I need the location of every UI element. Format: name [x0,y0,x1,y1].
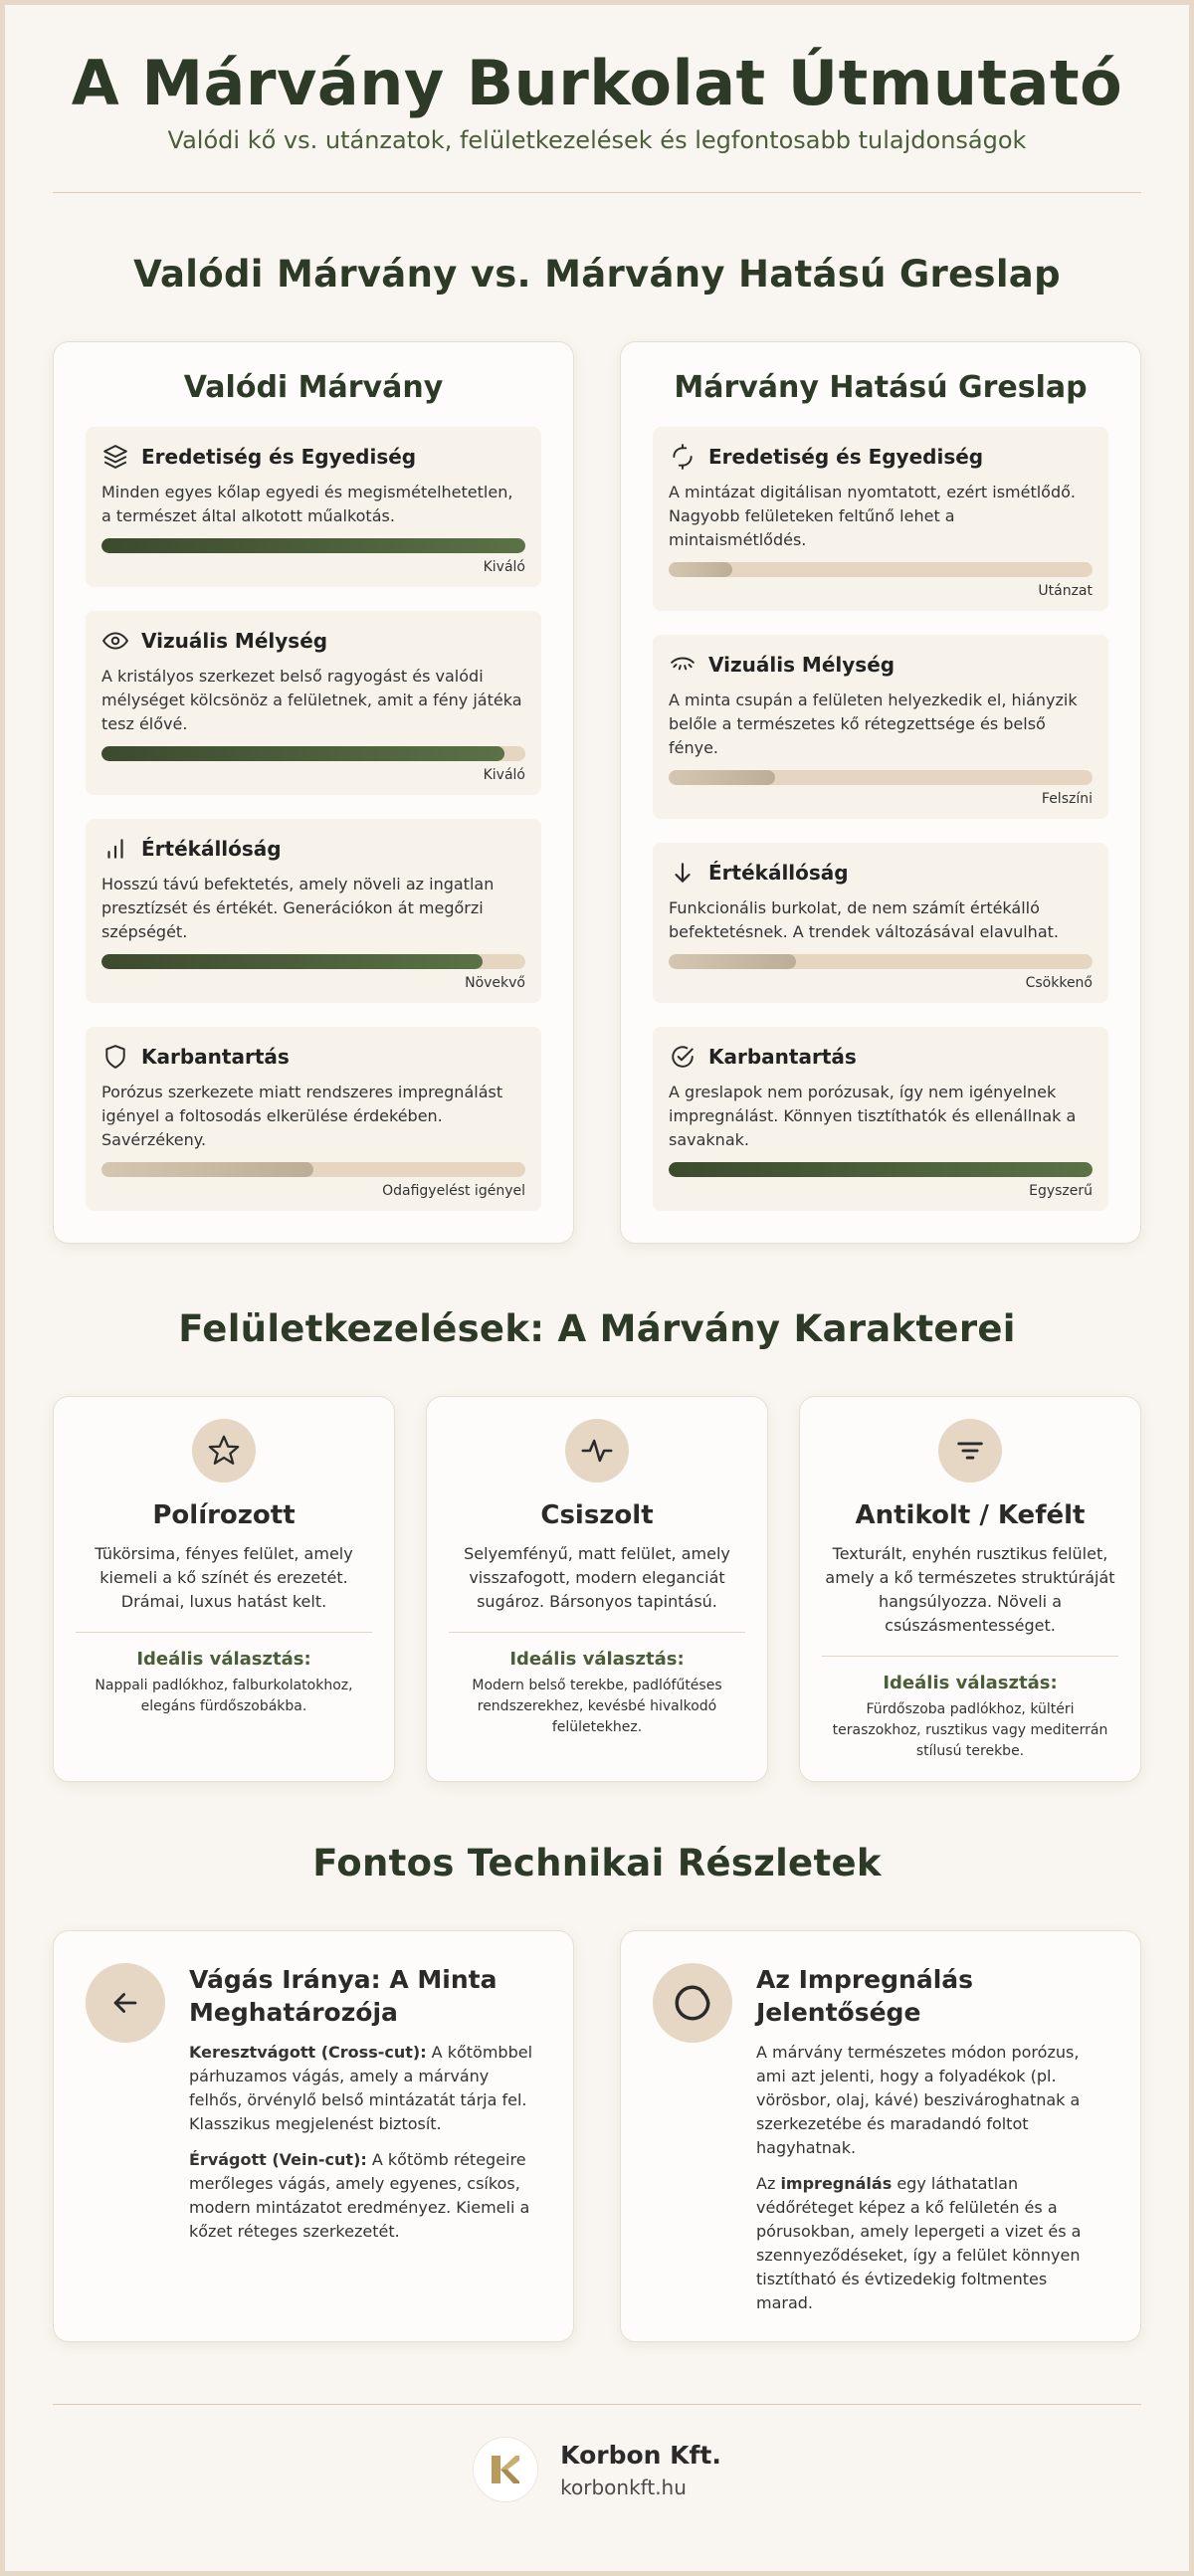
footer [53,2437,1141,2502]
technical-grid [53,1930,1141,2342]
rating-bar-fill [101,746,504,761]
feature-description: A greslapok nem porózusak, így nem igényelnek impregnálást. Könnyen tisztíthatók és ellenállnak a savaknak. [669,1083,1077,1150]
feature-list [86,427,541,1211]
comparison-title: Valódi Márvány vs. Márvány Hatású Greslap [133,253,1061,297]
feature-item [653,427,1108,611]
vein-cut-text: A kőtömb rétegeire merőleges vágás, amely egyenes, csíkos, modern mintázatot eredményez. Kiemeli a kőzet réteges szerkezetét. [189,2150,530,2242]
cut-direction-body [189,1963,541,2313]
footer-divider [53,2404,1141,2405]
ideal-choice-text: Modern belső terekbe, padlófűtéses rendszerekhez, kevésbé hivalkodó felületekhez. [472,1678,722,1736]
rating-bar [101,538,525,553]
vein-cut-paragraph [189,2148,541,2244]
feature-title: Értékállóság [708,861,849,886]
finish-divider [449,1632,745,1633]
refresh-icon [669,443,696,471]
rating-bar-fill [101,1162,313,1177]
company-logo [473,2437,538,2502]
rating-bar [101,1162,525,1177]
impregnation-text: egy láthatatlan védőréteget képez a kő felületén és a pórusokban, amely lepergeti a vizet és a szennyeződéseket, így a felület könnyen tisztítható és évtizedekig foltmentes marad. [756,2174,1082,2313]
rating-label: Csökkenő [1025,975,1093,992]
rating-bar-fill [669,1162,1093,1177]
feature-header [101,443,525,471]
technical-section [53,1842,1141,2342]
rating-bar [101,954,525,969]
ideal-choice-text: Fürdőszoba padlókhoz, kültéri teraszokhoz, rusztikus vagy mediterrán stílusú terekbe. [832,1701,1108,1760]
porosity-paragraph: A márvány természetes módon porózus, ami azt jelenti, hogy a folyadékok (pl. vörösbor, olaj, kávé) beszivároghatnak a szerkezetébe és maradandó foltot hagyhatnak. [756,2043,1081,2158]
impregnation-paragraph [756,2172,1108,2315]
rating-bar [669,954,1093,969]
filter-icon [938,1419,1002,1483]
finish-description: Tükörsima, fényes felület, amely kiemeli a kő színét és erezetét. Drámai, luxus hatást kelt. [95,1544,353,1612]
star-icon [192,1419,256,1483]
feature-description: A kristályos szerkezet belső ragyogást és valódi mélységet kölcsönöz a felületnek, amit a fény játéka tesz élővé. [101,667,522,734]
feature-header [101,1043,525,1071]
feature-description: Minden egyes kőlap egyedi és megismételhetetlen, a természet által alkotott műalkotás. [101,483,513,526]
feature-title: Karbantartás [141,1045,290,1070]
vein-cut-term: Érvágott (Vein-cut): [189,2150,367,2170]
arrow-left-icon [86,1963,165,2043]
rating-label: Növekvő [465,975,525,992]
comparison-section [53,253,1141,1244]
rating-bar-fill [669,562,732,577]
finish-title: Polírozott [152,1500,296,1531]
feature-item [86,819,541,1003]
finish-card [426,1396,768,1782]
rating-label: Felszíni [1041,791,1093,808]
rating-label: Kiváló [483,767,525,784]
finishes-section [53,1307,1141,1782]
feature-description: A minta csupán a felületen helyezkedik el, hiányzik belőle a természetes kő rétegzettsége és belső fénye. [669,691,1078,758]
rating-label: Odafigyelést igényel [382,1183,525,1200]
feature-header [101,627,525,655]
feature-title: Vizuális Mélység [141,629,328,654]
cut-direction-title: Vágás Iránya: A Minta Meghatározója [189,1965,498,2028]
cross-cut-paragraph [189,2041,541,2136]
cross-cut-text: A kőtömbbel párhuzamos vágás, amely a márvány felhős, örvénylő belső mintázatát tárja fel. Klasszikus megjelenést biztosít. [189,2043,533,2134]
finish-title: Antikolt / Kefélt [855,1500,1086,1531]
feature-description: Porózus szerkezete miatt rendszeres impregnálást igényel a foltosodás elkerülése érdekében. Savérzékeny. [101,1083,503,1150]
rating-label: Egyszerű [1029,1183,1093,1200]
feature-item [86,427,541,587]
ideal-choice-label: Ideális választás: [136,1649,311,1671]
sealing-body [756,1963,1108,2313]
finish-card [799,1396,1141,1782]
header-divider [53,192,1141,193]
sealing-card [620,1930,1141,2342]
rating-bar [669,1162,1093,1177]
company-name: Korbon Kft. [560,2440,721,2470]
finish-description: Texturált, enyhén rusztikus felület, amely a kő természetes struktúráját hangsúlyozza. Növeli a csúszásmentességet. [825,1544,1115,1636]
ideal-choice-label: Ideális választás: [509,1649,685,1671]
finishes-grid [53,1396,1141,1782]
feature-header [669,859,1093,887]
finish-card [53,1396,395,1782]
layers-icon [101,443,129,471]
company-info [560,2441,721,2499]
feature-item [86,1027,541,1211]
arrow-down-icon [669,859,696,887]
rating-label: Utánzat [1038,583,1093,600]
droplet-circle-icon [653,1963,732,2043]
page-header [53,5,1141,154]
eye-icon [101,627,129,655]
rating-bar-fill [101,954,483,969]
real-marble-card [53,341,574,1244]
rating-bar-fill [669,770,775,785]
feature-title: Karbantartás [708,1045,857,1070]
finish-description: Selyemfényű, matt felület, amely visszafogott, modern eleganciát sugároz. Bársonyos tapintású. [464,1544,730,1612]
sealing-title: Az Impregnálás Jelentősége [756,1965,974,2028]
porcelain-tile-card [620,341,1141,1244]
check-circle-icon [669,1043,696,1071]
feature-title: Értékállóság [141,837,282,862]
feature-description: Funkcionális burkolat, de nem számít értékálló befektetésnek. A trendek változásával elavulhat. [669,898,1059,942]
feature-header [669,1043,1093,1071]
shield-icon [101,1043,129,1071]
feature-description: Hosszú távú befektetés, amely növeli az ingatlan presztízsét és értékét. Generációkon át megőrzi szépségét. [101,875,495,942]
feature-header [669,443,1093,471]
eye-off-icon [669,651,696,679]
impregnation-pre: Az [756,2174,781,2194]
activity-icon [565,1419,629,1483]
finish-divider [76,1632,372,1633]
card-title: Márvány Hatású Greslap [674,370,1088,406]
feature-title: Vizuális Mélység [708,653,896,678]
feature-header [669,651,1093,679]
feature-title: Eredetiség és Egyediség [708,445,984,470]
ideal-choice-text: Nappali padlókhoz, falburkolatokhoz, elegáns fürdőszobákba. [95,1678,353,1715]
ideal-choice-label: Ideális választás: [883,1673,1058,1694]
finish-title: Csiszolt [540,1500,654,1531]
company-url[interactable]: korbonkft.hu [560,2475,687,2499]
comparison-grid [53,341,1141,1244]
finishes-title: Felületkezelések: A Márvány Karakterei [178,1307,1016,1351]
rating-bar-fill [669,954,796,969]
rating-label: Kiváló [483,559,525,576]
cross-cut-term: Keresztvágott (Cross-cut): [189,2043,427,2063]
feature-item [653,635,1108,819]
rating-bar [669,770,1093,785]
feature-item [653,1027,1108,1211]
feature-list [653,427,1108,1211]
feature-item [653,843,1108,1003]
feature-title: Eredetiség és Egyediség [141,445,417,470]
cut-direction-card [53,1930,574,2342]
rating-bar-fill [101,538,525,553]
finish-divider [822,1656,1118,1657]
impregnation-term: impregnálás [780,2174,893,2194]
page-title: A Márvány Burkolat Útmutató [71,47,1123,119]
rating-bar [669,562,1093,577]
feature-item [86,611,541,795]
feature-header [101,835,525,863]
rating-bar [101,746,525,761]
bar-chart-icon [101,835,129,863]
card-title: Valódi Márvány [183,370,444,406]
feature-description: A mintázat digitálisan nyomtatott, ezért ismétlődő. Nagyobb felületeken feltűnő lehet a mintaismétlődés. [669,483,1076,550]
technical-title: Fontos Technikai Részletek [312,1842,882,1885]
page-subtitle: Valódi kő vs. utánzatok, felületkezelések és legfontosabb tulajdonságok [167,126,1027,155]
